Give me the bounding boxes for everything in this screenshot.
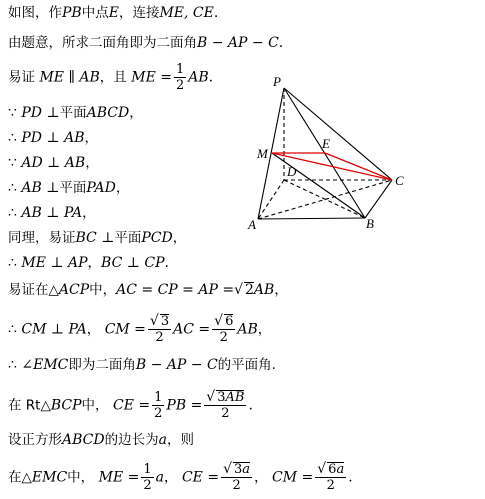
sqrt-symbol: √ xyxy=(234,282,243,298)
text: ， xyxy=(115,180,130,196)
math: BC ⊥ xyxy=(75,230,115,246)
text: 的边长为 xyxy=(104,432,159,448)
math: PCD xyxy=(141,230,173,246)
text: 如图，作 xyxy=(8,5,62,21)
math: AC = xyxy=(173,321,211,338)
radicand-number: 6 xyxy=(328,462,337,477)
math: CE = xyxy=(181,469,220,486)
text: . xyxy=(208,69,214,86)
math: CM = xyxy=(272,469,314,486)
math: ME ⊥ AP xyxy=(21,255,88,271)
text: ，连接 xyxy=(118,5,160,21)
numerator: 1 xyxy=(154,390,163,405)
text: ， xyxy=(254,469,268,486)
math: ME = xyxy=(98,469,140,486)
therefore-symbol: ∴ xyxy=(8,321,17,338)
radicand-number: 3 xyxy=(217,390,226,405)
text: 的平面角. xyxy=(217,357,276,373)
math: E xyxy=(108,5,119,21)
text: 在△ xyxy=(8,469,32,486)
text: ， xyxy=(172,230,187,246)
text: ， xyxy=(274,282,288,298)
text: ， xyxy=(82,205,96,221)
text: ， xyxy=(257,321,272,338)
denominator: 2 xyxy=(219,330,228,345)
math: CM = xyxy=(104,321,146,338)
math: ME ∥ AB xyxy=(39,69,100,86)
edge-pc xyxy=(284,88,392,180)
therefore-symbol: ∴ xyxy=(8,130,17,146)
math: AB xyxy=(188,69,209,86)
denominator: 2 xyxy=(155,330,164,345)
math: B − AP − C xyxy=(135,357,218,373)
label-a: A xyxy=(248,217,256,232)
therefore-symbol: ∴ xyxy=(8,357,17,373)
label-b: B xyxy=(366,216,374,231)
math: BCP xyxy=(50,397,82,414)
denominator: 2 xyxy=(326,478,335,493)
text: 中， xyxy=(89,282,117,298)
math: CM ⊥ PA xyxy=(21,321,87,338)
math: a xyxy=(155,469,165,486)
label-d: D xyxy=(287,164,297,179)
denominator: 2 xyxy=(221,406,230,421)
math: B − AP − C xyxy=(197,35,279,51)
sqrt-symbol: √ xyxy=(317,461,327,477)
segment-mb xyxy=(272,153,365,218)
radicand-number: 3 xyxy=(234,462,243,477)
math: PB = xyxy=(166,397,203,414)
text: ， xyxy=(84,130,98,146)
text: 设正方形 xyxy=(8,432,62,448)
math: a xyxy=(242,462,251,477)
math: CE = xyxy=(113,397,151,414)
segment-ec-red xyxy=(325,153,392,180)
text: 易证在△ xyxy=(8,282,59,298)
because-symbol: ∵ xyxy=(8,105,17,121)
sqrt-symbol: √ xyxy=(214,313,224,329)
text: . xyxy=(348,469,353,486)
text: ， xyxy=(87,255,102,271)
because-symbol: ∵ xyxy=(8,155,17,171)
text: 平面 xyxy=(114,230,142,246)
math: AB ⊥ xyxy=(21,180,60,196)
sqrt-symbol: √ xyxy=(206,389,216,405)
text: 中， xyxy=(67,469,95,486)
text: . xyxy=(213,5,219,21)
label-m: M xyxy=(257,146,268,161)
denominator: 2 xyxy=(175,78,185,93)
denominator: 2 xyxy=(232,478,241,493)
text: 即为二面角 xyxy=(68,357,136,373)
edge-ab xyxy=(258,218,365,219)
text: ， xyxy=(86,321,101,338)
math: ACP xyxy=(58,282,90,298)
label-p: P xyxy=(273,74,281,89)
math: PD ⊥ AB xyxy=(21,130,85,146)
radicand: 3 xyxy=(160,314,170,329)
label-c: C xyxy=(395,173,404,188)
numerator: 1 xyxy=(143,462,152,477)
text: . xyxy=(164,255,169,271)
math: ∠EMC xyxy=(21,357,69,373)
numerator: 1 xyxy=(175,62,185,77)
math: ME, CE xyxy=(159,5,214,21)
text: 在 Rt△ xyxy=(8,397,51,414)
math: AB ⊥ PA xyxy=(21,205,83,221)
math: ABCD xyxy=(86,105,130,121)
math: AB xyxy=(237,321,258,338)
math: a xyxy=(336,462,345,477)
text: ， xyxy=(164,469,178,486)
text: 由题意，所求二面角即为二面角 xyxy=(8,35,197,51)
label-e: E xyxy=(322,136,330,151)
math: AB xyxy=(225,390,245,405)
therefore-symbol: ∴ xyxy=(8,180,17,196)
math: AD ⊥ AB xyxy=(21,155,86,171)
radicand: 6 xyxy=(225,314,234,329)
text: ， xyxy=(129,105,143,121)
math: EMC xyxy=(31,469,68,486)
math: PD ⊥ xyxy=(21,105,60,121)
sqrt-symbol: √ xyxy=(223,461,233,477)
math: AC = CP = AP = xyxy=(116,282,235,298)
denominator: 2 xyxy=(143,478,152,493)
text: 中点 xyxy=(81,5,109,21)
math: ME = xyxy=(131,69,172,86)
therefore-symbol: ∴ xyxy=(8,255,17,271)
math: a xyxy=(158,432,167,448)
text: 平面 xyxy=(59,180,87,196)
text: 易证 xyxy=(8,69,35,86)
text: ，则 xyxy=(166,432,194,448)
text: 同理，易证 xyxy=(8,230,76,246)
text: 中， xyxy=(81,397,109,414)
text: ，且 xyxy=(99,69,127,86)
text: . xyxy=(248,397,253,414)
text: 平面 xyxy=(59,105,87,121)
math: PAD xyxy=(86,180,116,196)
radicand: 2 xyxy=(245,282,254,298)
denominator: 2 xyxy=(154,406,163,421)
sqrt-symbol: √ xyxy=(149,313,159,329)
text: ， xyxy=(85,155,99,171)
math: BC ⊥ CP xyxy=(101,255,165,271)
math: PB xyxy=(62,5,82,21)
math: ABCD xyxy=(62,432,105,448)
therefore-symbol: ∴ xyxy=(8,205,17,221)
text: . xyxy=(278,35,284,51)
edge-bc xyxy=(365,180,392,218)
math: AB xyxy=(253,282,275,298)
